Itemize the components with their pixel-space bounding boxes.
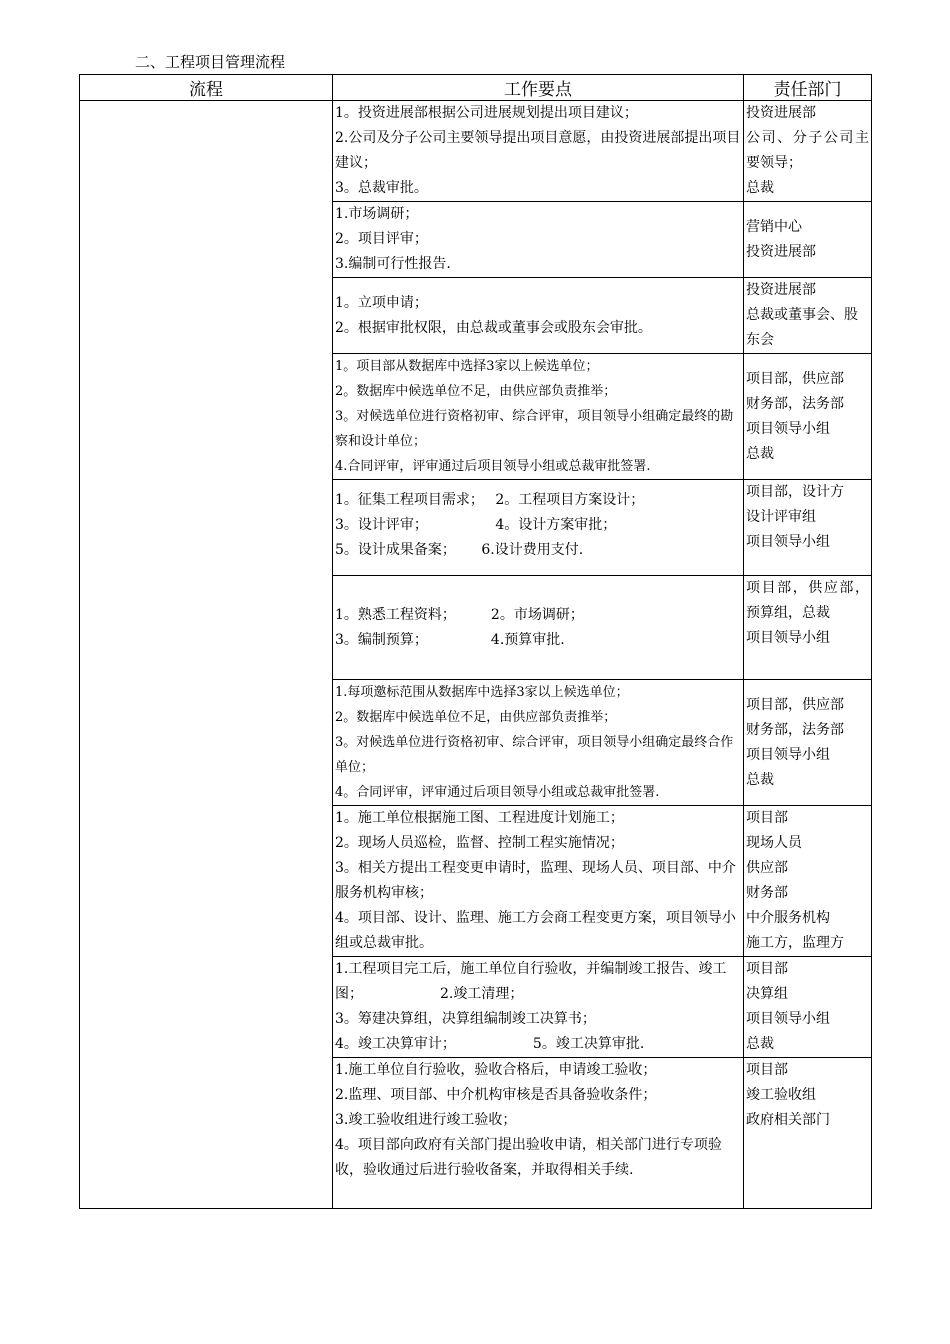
dept-line: 中介服务机构: [746, 910, 830, 926]
points-cell: [333, 354, 744, 480]
points-cell: [333, 101, 744, 202]
dept-line: 项目部，供应部，预算组，总裁: [746, 580, 869, 621]
points-cell: [333, 202, 744, 278]
point-line: 1.市场调研；: [335, 206, 419, 222]
point-line: 4。项目部、设计、监理、施工方会商工程变更方案，项目领导小组或总裁审批。: [335, 910, 736, 951]
point-line: 4。项目部向政府有关部门提出验收申请，相关部门进行专项验收，验收通过后进行验收备案，并取得相关手续.: [335, 1137, 722, 1178]
dept-line: 项目部: [746, 810, 788, 826]
point-line: 3。对候选单位进行资格初审、综合评审，项目领导小组确定最终的勘察和设计单位；: [335, 409, 734, 449]
point-line: 3.竣工验收组进行竣工验收；: [335, 1112, 517, 1128]
point-line: 3.编制可行性报告.: [335, 256, 451, 272]
point-line: 3。设计评审； 4。设计方案审批；: [335, 517, 617, 533]
dept-line: 设计评审组: [746, 509, 816, 525]
dept-cell: [744, 480, 872, 576]
point-line: 4。合同评审，评审通过后项目领导小组或总裁审批签署.: [335, 785, 660, 800]
dept-line: 项目领导小组: [746, 534, 830, 550]
point-line: 4。竣工决算审计； 5。竣工决算审批.: [335, 1036, 645, 1052]
dept-line: 供应部: [746, 860, 788, 876]
dept-line: 财务部: [746, 885, 788, 901]
point-line: 3。筹建决算组，决算组编制竣工决算书；: [335, 1011, 596, 1027]
points-cell: [333, 576, 744, 680]
dept-cell: [744, 806, 872, 957]
point-line: 1。项目部从数据库中选择3家以上候选单位；: [335, 359, 599, 374]
dept-line: 项目领导小组: [746, 1011, 830, 1027]
dept-line: 投资进展部: [746, 282, 816, 298]
dept-line: 项目部，设计方: [746, 484, 844, 500]
header-flow: 流程: [80, 75, 333, 101]
points-cell: [333, 957, 744, 1058]
dept-line: 总裁: [746, 1036, 774, 1052]
dept-line: 总裁: [746, 445, 774, 462]
point-line: 1.每项邀标范围从数据库中选择3家以上候选单位；: [335, 685, 629, 700]
dept-line: 总裁或董事会、股东会: [746, 307, 858, 348]
point-line: 3。编制预算； 4.预算审批.: [335, 631, 565, 648]
point-line: 3。相关方提出工程变更申请时，监理、现场人员、项目部、中介服务机构审核；: [335, 860, 736, 901]
point-line: 2.监理、项目部、中介机构审核是否具备验收条件；: [335, 1087, 657, 1103]
point-line: 2。数据库中候选单位不足，由供应部负责推举；: [335, 384, 617, 399]
dept-line: 总裁: [746, 180, 774, 196]
dept-cell: [744, 1058, 872, 1209]
dept-line: 总裁: [746, 771, 774, 788]
process-table: [79, 74, 872, 1209]
dept-line: 施工方，监理方: [746, 935, 844, 951]
points-cell: [333, 680, 744, 806]
dept-line: 决算组: [746, 986, 788, 1002]
table-header-row: [80, 75, 872, 101]
dept-cell: [744, 680, 872, 806]
dept-line: 政府相关部门: [746, 1112, 830, 1128]
point-line: 2.公司及分子公司主要领导提出项目意愿，由投资进展部提出项目建议；: [335, 130, 741, 171]
point-line: 2。根据审批权限，由总裁或董事会或股东会审批。: [335, 319, 652, 336]
dept-line: 财务部，法务部: [746, 395, 844, 412]
point-line: 1。立项申请；: [335, 294, 428, 311]
dept-line: 项目部: [746, 1062, 788, 1078]
point-line: 3。总裁审批。: [335, 180, 428, 196]
point-line: 1。投资进展部根据公司进展规划提出项目建议；: [335, 105, 638, 121]
point-line: 2。数据库中候选单位不足，由供应部负责推举；: [335, 710, 617, 725]
header-points: 工作要点: [333, 75, 744, 101]
dept-line: 项目领导小组: [746, 630, 830, 646]
dept-line: 投资进展部: [746, 243, 816, 260]
dept-cell: [744, 354, 872, 480]
point-line: 1.施工单位自行验收，验收合格后，申请竣工验收；: [335, 1062, 657, 1078]
point-line: 2。项目评审；: [335, 231, 428, 247]
dept-cell: [744, 202, 872, 278]
header-dept: 责任部门: [744, 75, 872, 101]
dept-line: 竣工验收组: [746, 1087, 816, 1103]
dept-line: 现场人员: [746, 835, 802, 851]
dept-cell: [744, 576, 872, 680]
dept-cell: [744, 101, 872, 202]
flow-column: [80, 101, 333, 1209]
point-line: 1。施工单位根据施工图、工程进度计划施工；: [335, 810, 624, 826]
points-cell: [333, 278, 744, 354]
dept-line: 项目领导小组: [746, 420, 830, 437]
dept-line: 营销中心: [746, 218, 802, 235]
dept-line: 财务部，法务部: [746, 721, 844, 738]
point-line: 5。设计成果备案； 6.设计费用支付.: [335, 542, 584, 558]
points-cell: [333, 480, 744, 576]
point-line: 2。现场人员巡检，监督、控制工程实施情况；: [335, 835, 624, 851]
points-cell: [333, 806, 744, 957]
points-cell: [333, 1058, 744, 1209]
point-line: 3。对候选单位进行资格初审、综合评审，项目领导小组确定最终合作单位；: [335, 735, 734, 775]
dept-line: 项目部: [746, 961, 788, 977]
dept-line: 项目部，供应部: [746, 370, 844, 387]
point-line: 4.合同评审，评审通过后项目领导小组或总裁审批签署.: [335, 459, 651, 474]
point-line: 1。征集工程项目需求； 2。工程项目方案设计；: [335, 492, 645, 508]
section-title: 二、工程项目管理流程: [135, 53, 286, 71]
dept-line: 投资进展部: [746, 105, 816, 121]
point-line: 1。熟悉工程资料； 2。市场调研；: [335, 606, 584, 623]
table-row: [80, 101, 872, 202]
dept-line: 公司、分子公司主要领导；: [746, 130, 869, 171]
point-line: 1.工程项目完工后，施工单位自行验收，并编制竣工报告、竣工图； 2.竣工清理；: [335, 961, 727, 1002]
dept-cell: [744, 957, 872, 1058]
dept-line: 项目领导小组: [746, 746, 830, 763]
dept-line: 项目部，供应部: [746, 696, 844, 713]
dept-cell: [744, 278, 872, 354]
